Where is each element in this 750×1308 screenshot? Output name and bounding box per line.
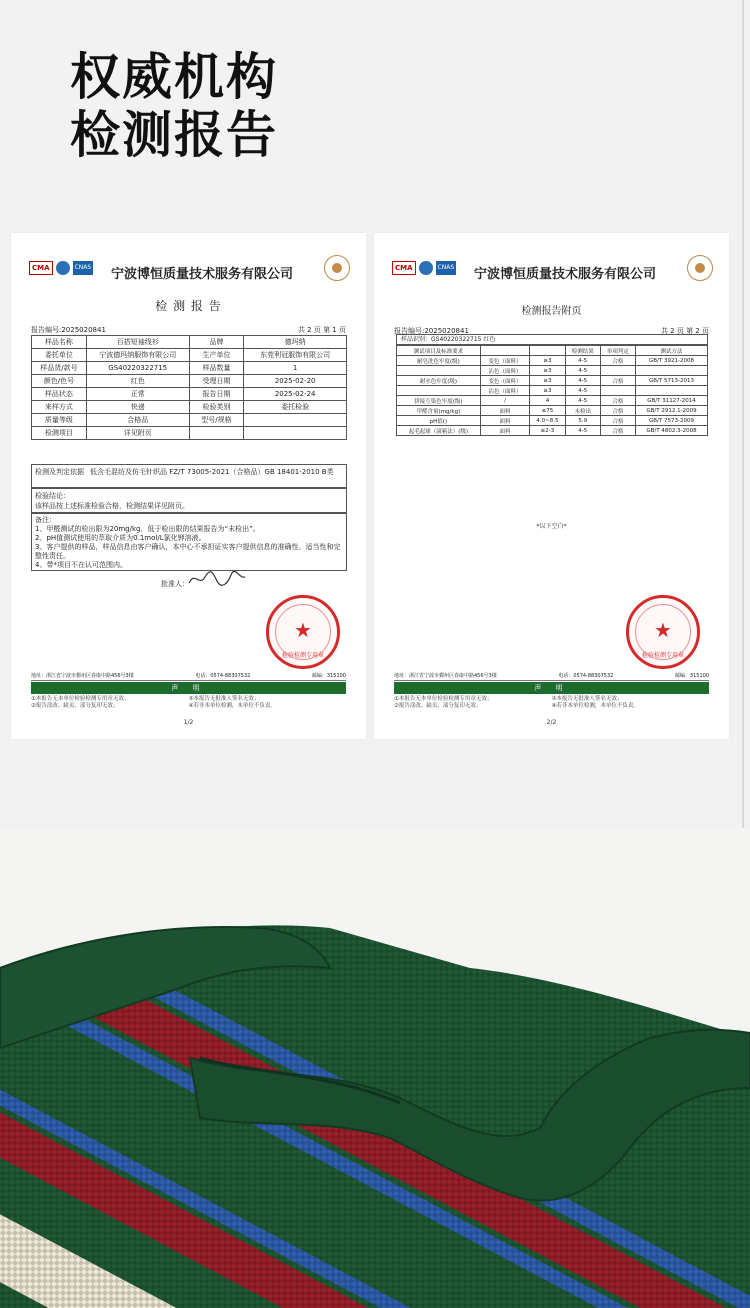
field-label: 来样方式	[32, 401, 87, 414]
end-mark: *以下空白*	[536, 523, 567, 530]
test-report-page-1	[11, 233, 366, 739]
approver-label: 批准人：	[161, 580, 189, 588]
field-label: 委托单位	[32, 349, 87, 362]
column-header: 检测结果	[565, 346, 600, 356]
note-line: 1、甲醛测试的检出限为20mg/kg，低于检出限的结果报告为“未检出”。	[35, 525, 260, 533]
field-label: 样品货/款号	[32, 362, 87, 375]
cnas-logo: CNAS	[436, 261, 457, 275]
table-cell: 4-5	[565, 376, 600, 386]
conclusion	[31, 488, 347, 513]
table-row	[397, 426, 708, 436]
address: 地址：浙江省宁波市鄞州区春康中路456号3楼	[31, 673, 134, 679]
table-cell: 耐皂洗色牢度(级)	[397, 356, 481, 366]
inspection-seal	[266, 595, 340, 669]
table-row	[32, 427, 347, 440]
table-cell: /	[480, 396, 530, 406]
table-cell: pH值()	[397, 416, 481, 426]
table-cell: ≤75	[530, 406, 565, 416]
table-row	[32, 349, 347, 362]
table-cell: 面料	[480, 426, 530, 436]
table-row	[397, 366, 708, 376]
field-label: 检测项目	[32, 427, 87, 440]
edge-line	[742, 0, 744, 828]
table-cell: 沾色（面料）	[480, 366, 530, 376]
phone: 电话：0574-88307532	[195, 673, 251, 679]
table-cell: 合格	[600, 416, 635, 426]
table-cell: GB/T 7573-2009	[635, 416, 707, 426]
table-cell: 面料	[480, 416, 530, 426]
table-row	[32, 401, 347, 414]
table-cell: 合格	[600, 356, 635, 366]
table-cell: 4-5	[565, 426, 600, 436]
conclusion-text: 该样品按上述标准检验合格，检测结果详见附页。	[35, 502, 189, 510]
table-cell: 合格	[600, 376, 635, 386]
column-header: 单项判定	[600, 346, 635, 356]
declaration	[31, 696, 346, 710]
field-value: 东莞利冠服饰有限公司	[244, 349, 347, 362]
table-cell: ≥2-3	[530, 426, 565, 436]
page-info: 共 2 页 第 2 页	[660, 327, 709, 335]
note-line: 2、pH值测试使用的萃取介质为0.1mol/L氯化钾溶液。	[35, 534, 206, 542]
declaration-line: ④若非本单位检测，本单位不负责。	[188, 703, 276, 709]
table-cell: 沾色（面料）	[480, 386, 530, 396]
test-basis-label: 检测及判定依据	[35, 468, 84, 476]
test-basis-text: 低含毛混纺及仿毛针织品 FZ/T 73005-2021（合格品）GB 18401-2010 B类	[90, 468, 334, 476]
accreditation-logos	[392, 261, 456, 275]
table-row	[32, 336, 347, 349]
report-number: 报告编号:2025020841	[31, 326, 106, 334]
table-cell: 合格	[600, 396, 635, 406]
postcode: 邮编：315100	[674, 673, 709, 679]
field-value: 2025-02-20	[244, 375, 347, 388]
declaration	[394, 696, 709, 710]
field-value: 2025-02-24	[244, 388, 347, 401]
table-header-row	[397, 346, 708, 356]
table-row	[397, 386, 708, 396]
table-cell: ≥3	[530, 356, 565, 366]
field-value: 德玛纳	[244, 336, 347, 349]
column-header	[530, 346, 565, 356]
field-label: 样品名称	[32, 336, 87, 349]
table-row	[397, 416, 708, 426]
field-value: 正常	[86, 388, 189, 401]
seal-text: 检验检测专用章	[641, 652, 684, 659]
field-label: 生产单位	[189, 349, 244, 362]
field-label: 颜色/色号	[32, 375, 87, 388]
declaration-line: ②报告涂改、缺页、部分复印无效；	[394, 703, 482, 709]
table-cell	[635, 386, 707, 396]
table-row	[32, 375, 347, 388]
test-report-page-2	[374, 233, 729, 739]
table-cell: 4	[530, 396, 565, 406]
field-value	[244, 414, 347, 427]
garment-illustration	[0, 828, 750, 1308]
report-meta	[31, 325, 346, 335]
page-number: 1/2	[183, 719, 194, 726]
declaration-line: ③本报告无批准人签名无效；	[551, 696, 623, 702]
table-cell: 4-5	[565, 366, 600, 376]
headline-line-1: 权威机构	[70, 48, 278, 106]
page-number: 2/2	[546, 719, 557, 726]
field-label: 样品数量	[189, 362, 244, 375]
table-cell	[635, 366, 707, 376]
declaration-line: ①本报告无本单位检验检测专用章无效；	[31, 696, 130, 702]
table-cell: GB/T 2912.1-2009	[635, 406, 707, 416]
field-value: 宁波德玛纳服饰有限公司	[86, 349, 189, 362]
field-value: 红色	[86, 375, 189, 388]
table-cell: ≥3	[530, 366, 565, 376]
field-label: 质量等级	[32, 414, 87, 427]
table-cell: 合格	[600, 406, 635, 416]
table-cell: 5.9	[565, 416, 600, 426]
table-cell: 面料	[480, 406, 530, 416]
table-cell: 起毛起球（滚箱法）(级)	[397, 426, 481, 436]
table-cell: 甲醛含量(mg/kg)	[397, 406, 481, 416]
field-label: 受理日期	[189, 375, 244, 388]
postcode: 邮编：315100	[311, 673, 346, 679]
sample-info-table	[31, 335, 347, 440]
sample-identification: 样品识别：GS40220322715 红色	[396, 334, 708, 345]
field-value: 快递	[86, 401, 189, 414]
table-cell: ≥3	[530, 386, 565, 396]
company-name: 宁波博恒质量技术服务有限公司	[474, 267, 657, 282]
table-row	[397, 396, 708, 406]
table-cell	[600, 386, 635, 396]
cma-logo: CMA	[392, 261, 416, 275]
table-cell: 变色（面料）	[480, 376, 530, 386]
table-cell: GB/T 3921-2008	[635, 356, 707, 366]
table-cell	[600, 366, 635, 376]
page-info: 共 2 页 第 1 页	[297, 326, 346, 334]
note-line: 备注：	[35, 516, 56, 524]
knit-polo-collar-photo	[0, 828, 750, 1308]
declaration-title: 声 明	[394, 682, 709, 694]
field-value: 1	[244, 362, 347, 375]
field-value: 详见附页	[86, 427, 189, 440]
field-label	[189, 427, 244, 440]
table-cell: GB/T 31127-2014	[635, 396, 707, 406]
field-label: 品牌	[189, 336, 244, 349]
seal-star-icon: ★	[654, 618, 672, 642]
table-cell: 合格	[600, 426, 635, 436]
column-header	[480, 346, 530, 356]
field-label: 型号/规格	[189, 414, 244, 427]
field-label: 样品状态	[32, 388, 87, 401]
inspection-seal	[626, 595, 700, 669]
address-line	[394, 672, 709, 681]
column-header: 测试项目及标准要求	[397, 346, 481, 356]
table-cell: 拼接互染色牢度(级)	[397, 396, 481, 406]
report-number: 报告编号:2025020841	[394, 327, 469, 335]
field-value: GS40220322715	[86, 362, 189, 375]
table-cell: 未检出	[565, 406, 600, 416]
conclusion-label: 检验结论：	[35, 492, 70, 500]
table-row	[397, 356, 708, 366]
table-cell	[397, 366, 481, 376]
table-row	[397, 376, 708, 386]
table-cell: 变色（面料）	[480, 356, 530, 366]
company-name: 宁波博恒质量技术服务有限公司	[111, 267, 294, 282]
headline-line-2: 检测报告	[70, 106, 278, 164]
company-emblem-icon	[687, 255, 713, 281]
field-value: 委托检验	[244, 401, 347, 414]
test-basis	[31, 464, 347, 488]
table-cell: 4-5	[565, 386, 600, 396]
address: 地址：浙江省宁波市鄞州区春康中路456号3楼	[394, 673, 497, 679]
table-cell: 4-5	[565, 356, 600, 366]
field-label: 检验类别	[189, 401, 244, 414]
notes	[31, 513, 347, 571]
field-value: 合格品	[86, 414, 189, 427]
cnas-logo: CNAS	[73, 261, 94, 275]
declaration-line: ②报告涂改、缺页、部分复印无效；	[31, 703, 119, 709]
declaration-line: ④若非本单位检测，本单位不负责。	[551, 703, 639, 709]
table-cell: GB/T 5713-2013	[635, 376, 707, 386]
ilac-icon	[56, 261, 70, 275]
report-title: 检测报告附页	[521, 306, 582, 317]
phone: 电话：0574-88307532	[558, 673, 614, 679]
field-label: 报告日期	[189, 388, 244, 401]
address-line	[31, 672, 346, 681]
test-results-table	[396, 345, 708, 436]
table-cell: 4.0~8.5	[530, 416, 565, 426]
accreditation-logos	[29, 261, 93, 275]
field-value	[244, 427, 347, 440]
report-title: 检 测 报 告	[155, 299, 222, 313]
note-line: 4、带*项目不在认可范围内。	[35, 561, 127, 569]
table-cell: ≥3	[530, 376, 565, 386]
seal-star-icon: ★	[294, 618, 312, 642]
company-emblem-icon	[324, 255, 350, 281]
declaration-title: 声 明	[31, 682, 346, 694]
page-headline	[70, 48, 278, 164]
table-row	[397, 406, 708, 416]
note-line: 3、客户提供的样品，样品信息由客户确认，本中心不承担证实客户提供信息的准确性、适当性和完整性责任。	[35, 543, 341, 560]
table-row	[32, 362, 347, 375]
table-row	[32, 388, 347, 401]
column-header: 测试方法	[635, 346, 707, 356]
table-cell: 耐水色牢度(级)	[397, 376, 481, 386]
ilac-icon	[419, 261, 433, 275]
table-row	[32, 414, 347, 427]
seal-text: 检验检测专用章	[281, 652, 324, 659]
table-cell	[397, 386, 481, 396]
field-value: 百搭短袖线衫	[86, 336, 189, 349]
signature-icon	[187, 569, 247, 589]
cma-logo: CMA	[29, 261, 53, 275]
declaration-line: ③本报告无批准人签名无效；	[188, 696, 260, 702]
table-cell: 4-5	[565, 396, 600, 406]
declaration-line: ①本报告无本单位检验检测专用章无效；	[394, 696, 493, 702]
table-cell: GB/T 4802.3-2008	[635, 426, 707, 436]
